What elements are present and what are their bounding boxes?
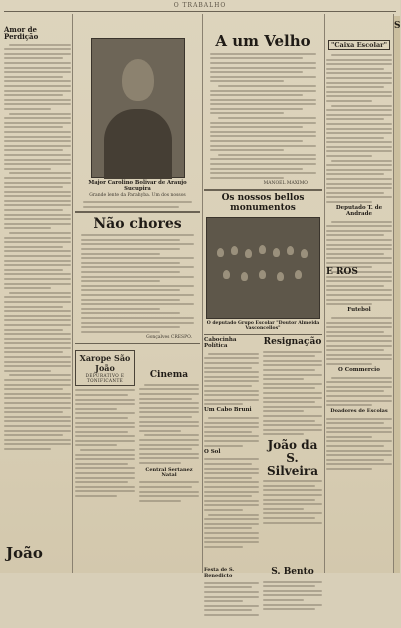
caption-body: [75, 201, 200, 208]
section-title: O Commercio: [338, 366, 380, 373]
section-title: Doadores de Escolas: [330, 408, 388, 415]
section-title: Os nossos bellos monumentos: [221, 193, 305, 213]
group-photo: [206, 217, 320, 319]
sub-body: [204, 353, 259, 406]
column-b: [75, 16, 200, 573]
sub-body: [204, 582, 259, 616]
article-body: [326, 221, 392, 306]
sidebar-heading: E ROS: [326, 267, 358, 277]
section-title: Futebol: [347, 307, 371, 314]
article-body: [326, 377, 392, 407]
subcolumn-left: [204, 338, 259, 550]
column-d: [326, 16, 392, 573]
column-divider: [202, 14, 203, 573]
article-body: [326, 418, 392, 471]
cinema-column: [139, 347, 199, 504]
poem-title: A um Velho: [215, 32, 311, 50]
column-divider: [324, 14, 325, 573]
sub-title: Cabocinha Política: [204, 337, 237, 350]
sub-title: Resignação: [263, 337, 322, 348]
section-rule: [204, 334, 322, 335]
sub-title: Festa de S. Benedicto: [204, 567, 235, 579]
column-divider: [72, 14, 73, 573]
ad-body: [75, 389, 135, 497]
section-rule: [204, 189, 322, 191]
sub-title: João da S. Silveira: [266, 438, 319, 478]
section-rule: [75, 343, 200, 344]
poem-title: Não chores: [93, 215, 182, 232]
cinema-body: [139, 384, 199, 464]
ad-column: [75, 347, 135, 499]
section-title: Deputado T. de Andrade: [335, 205, 383, 217]
portrait-photo: [91, 38, 185, 178]
running-head: O TRABALHO: [173, 2, 227, 9]
portrait-name: Major Carolino Bolivar de Araujo Sucupira: [88, 180, 187, 192]
sub-body: [204, 458, 259, 547]
ad-subtitle: DEPURATIVO E TONIFICANTE: [85, 373, 125, 384]
sub-body: [263, 581, 322, 611]
photo-caption: O deputado Grupo Escolar "Doutor Almeida Vasconcellos": [206, 321, 320, 332]
poem-signature: Gonçalves CRESPO.: [146, 335, 192, 341]
sub-body: [204, 417, 259, 447]
cinema-title: Cinema: [149, 370, 189, 381]
sub-title: S. Bento: [271, 567, 314, 578]
bottom-headline: João: [6, 544, 43, 562]
top-rule: [4, 11, 396, 12]
column-c: [204, 16, 322, 579]
central-body: [139, 481, 199, 501]
article-body: [4, 44, 71, 450]
sub-title: Um Cabo Bruni: [204, 407, 252, 414]
ad-title: Xarope São João: [79, 353, 131, 374]
article-body: [326, 317, 392, 365]
poem-body: [75, 234, 200, 332]
page-edge-strip: [394, 16, 400, 573]
column-a: [4, 16, 71, 573]
central-title: Central Sertanez Natal: [145, 466, 193, 479]
section-rule: [75, 211, 200, 213]
subcolumn-right: [263, 338, 322, 526]
portrait-caption: Grande lente da Parahyba. Um dos nossos: [89, 193, 186, 198]
poem-body: [204, 53, 322, 179]
article-body: [326, 54, 392, 203]
sub-body: [263, 480, 322, 523]
article-title: Amor de Perdição: [4, 25, 39, 42]
sub-title: O Sol: [204, 448, 221, 455]
xarope-ad: [75, 350, 135, 386]
poem-signature: MANOEL MAXIMO: [263, 181, 308, 187]
sub-body: [263, 351, 322, 436]
right-edge-letter: S: [394, 21, 401, 31]
section-title: "Caixa Escolar": [328, 40, 390, 50]
